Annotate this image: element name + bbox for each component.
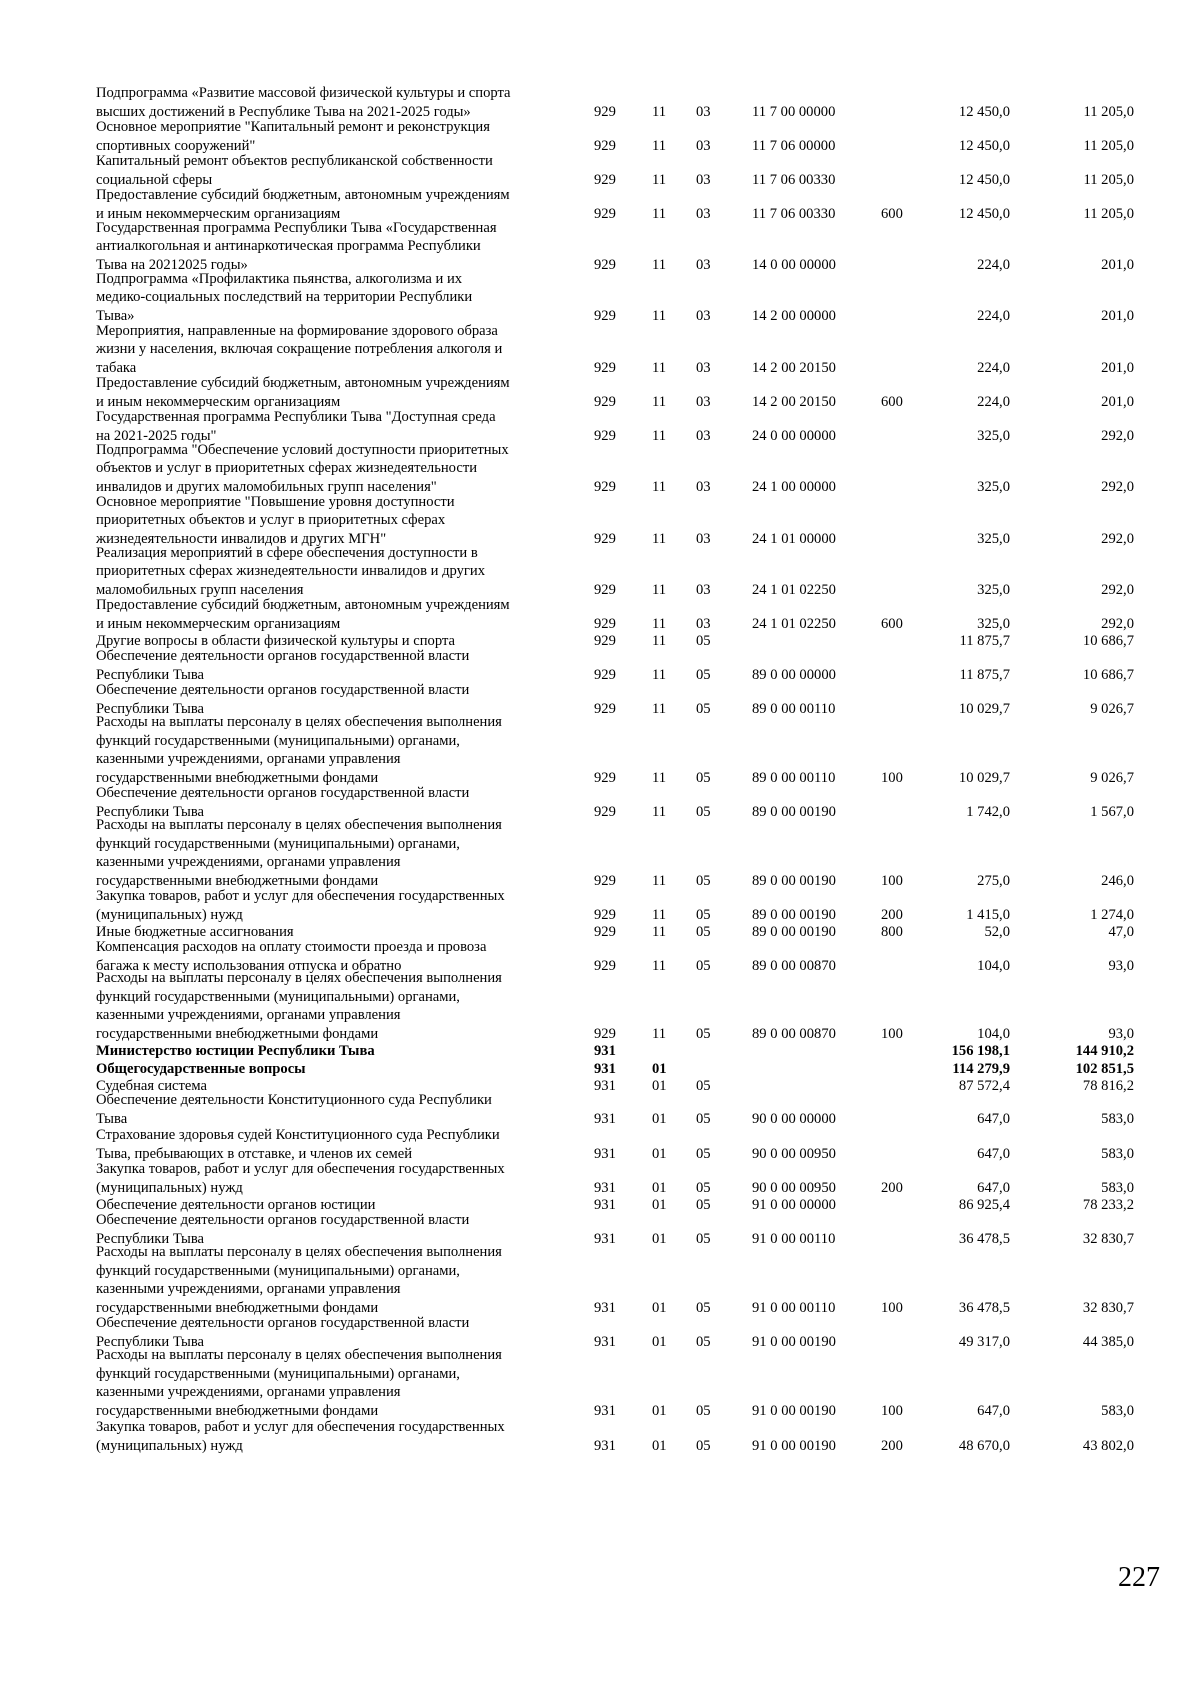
cell-description: Расходы на выплаты персоналу в целях обеспечения выполнения функций государственными (муниципальными) органами, казенными учреждениями, органами управления государственными внебюджетными фондами <box>96 1347 502 1419</box>
cell-csr: 14 0 00 00000 <box>752 256 836 273</box>
cell-razdel: 01 <box>652 1299 667 1316</box>
cell-sum-2: 93,0 <box>1108 957 1134 974</box>
cell-sum-2: 78 816,2 <box>1082 1077 1134 1094</box>
cell-vr: 200 <box>881 1437 903 1454</box>
cell-csr: 91 0 00 00190 <box>752 1437 836 1454</box>
cell-sum-1: 36 478,5 <box>958 1299 1010 1316</box>
cell-description: Предоставление субсидий бюджетным, автономным учреждениям и иным некоммерческим организациям <box>96 375 510 410</box>
cell-podrazdel: 05 <box>696 1145 711 1162</box>
cell-razdel: 11 <box>652 700 667 717</box>
page-number: 227 <box>1118 1562 1160 1593</box>
cell-sum-1: 87 572,4 <box>958 1077 1010 1094</box>
cell-razdel: 11 <box>652 530 667 547</box>
cell-podrazdel: 05 <box>696 1025 711 1042</box>
cell-grbs: 929 <box>594 581 616 598</box>
cell-description: Обеспечение деятельности Конституционного суда Республики Тыва <box>96 1092 492 1127</box>
cell-sum-2: 201,0 <box>1101 393 1134 410</box>
cell-sum-1: 1 742,0 <box>966 803 1010 820</box>
cell-razdel: 11 <box>652 632 667 649</box>
cell-csr: 11 7 06 00330 <box>752 171 836 188</box>
cell-description: Подпрограмма "Обеспечение условий доступности приоритетных объектов и услуг в приоритетных сферах жизнедеятельности инвалидов и других маломобильных групп населения" <box>96 441 509 495</box>
cell-description: Государственная программа Республики Тыва «Государственная антиалкогольная и антинаркотическая программа Республики Тыва на 20212025 годы» <box>96 219 497 273</box>
cell-grbs: 931 <box>594 1230 616 1247</box>
cell-sum-1: 1 415,0 <box>966 906 1010 923</box>
cell-podrazdel: 03 <box>696 137 711 154</box>
cell-razdel: 11 <box>652 393 667 410</box>
cell-vr: 100 <box>881 1025 903 1042</box>
cell-razdel: 01 <box>652 1196 667 1213</box>
cell-csr: 14 2 00 00000 <box>752 307 836 324</box>
cell-vr: 100 <box>881 1299 903 1316</box>
cell-razdel: 01 <box>652 1230 667 1247</box>
cell-csr: 24 1 00 00000 <box>752 478 836 495</box>
cell-razdel: 11 <box>652 872 667 889</box>
cell-csr: 90 0 00 00000 <box>752 1110 836 1127</box>
cell-csr: 11 7 06 00330 <box>752 205 836 222</box>
cell-sum-1: 275,0 <box>977 872 1010 889</box>
cell-description: Капитальный ремонт объектов республиканской собственности социальной сферы <box>96 153 493 188</box>
cell-sum-1: 224,0 <box>977 359 1010 376</box>
cell-grbs: 931 <box>594 1110 616 1127</box>
cell-description: Обеспечение деятельности органов государственной власти Республики Тыва <box>96 1315 470 1350</box>
cell-podrazdel: 05 <box>696 1179 711 1196</box>
cell-sum-1: 647,0 <box>977 1402 1010 1419</box>
cell-sum-2: 246,0 <box>1101 872 1134 889</box>
cell-description: Подпрограмма «Профилактика пьянства, алкоголизма и их медико-социальных последствий на территории Республики Тыва» <box>96 270 473 324</box>
cell-description: Подпрограмма «Развитие массовой физической культуры и спорта высших достижений в Республике Тыва на 2021-2025 годы» <box>96 85 511 120</box>
cell-razdel: 11 <box>652 171 667 188</box>
cell-description: Реализация мероприятий в сфере обеспечения доступности в приоритетных сферах жизнедеятельности инвалидов и других маломобильных групп населения <box>96 544 486 598</box>
cell-description: Расходы на выплаты персоналу в целях обеспечения выполнения функций государственными (муниципальными) органами, казенными учреждениями, органами управления государственными внебюджетными фондами <box>96 714 502 786</box>
cell-sum-1: 647,0 <box>977 1179 1010 1196</box>
cell-razdel: 01 <box>652 1110 667 1127</box>
cell-grbs: 929 <box>594 205 616 222</box>
cell-podrazdel: 05 <box>696 1437 711 1454</box>
cell-sum-2: 43 802,0 <box>1082 1437 1134 1454</box>
cell-sum-2: 32 830,7 <box>1082 1299 1134 1316</box>
cell-podrazdel: 05 <box>696 803 711 820</box>
cell-sum-2: 9 026,7 <box>1090 769 1134 786</box>
cell-csr: 91 0 00 00110 <box>752 1299 836 1316</box>
cell-sum-2: 201,0 <box>1101 359 1134 376</box>
cell-description: Расходы на выплаты персоналу в целях обеспечения выполнения функций государственными (муниципальными) органами, казенными учреждениями, органами управления государственными внебюджетными фондами <box>96 970 502 1042</box>
cell-grbs: 929 <box>594 137 616 154</box>
cell-razdel: 11 <box>652 581 667 598</box>
cell-description: Обеспечение деятельности органов государственной власти Республики Тыва <box>96 1212 470 1247</box>
cell-grbs: 929 <box>594 530 616 547</box>
cell-podrazdel: 05 <box>696 1299 711 1316</box>
cell-sum-2: 10 686,7 <box>1082 666 1134 683</box>
cell-podrazdel: 03 <box>696 427 711 444</box>
cell-description: Мероприятия, направленные на формирование здорового образа жизни у населения, включая сокращение потребления алкоголя и табака <box>96 322 503 376</box>
cell-grbs: 931 <box>594 1402 616 1419</box>
cell-vr: 100 <box>881 872 903 889</box>
cell-razdel: 11 <box>652 803 667 820</box>
cell-sum-1: 49 317,0 <box>958 1333 1010 1350</box>
cell-razdel: 11 <box>652 307 667 324</box>
cell-grbs: 929 <box>594 307 616 324</box>
cell-razdel: 01 <box>652 1333 667 1350</box>
cell-grbs: 931 <box>594 1042 616 1059</box>
cell-razdel: 11 <box>652 103 667 120</box>
cell-sum-1: 325,0 <box>977 615 1010 632</box>
cell-razdel: 01 <box>652 1402 667 1419</box>
cell-vr: 800 <box>881 923 903 940</box>
cell-sum-1: 224,0 <box>977 393 1010 410</box>
cell-sum-2: 9 026,7 <box>1090 700 1134 717</box>
cell-razdel: 11 <box>652 923 667 940</box>
cell-razdel: 11 <box>652 137 667 154</box>
cell-description: Обеспечение деятельности органов государственной власти Республики Тыва <box>96 648 470 683</box>
cell-grbs: 929 <box>594 103 616 120</box>
cell-podrazdel: 03 <box>696 307 711 324</box>
cell-podrazdel: 05 <box>696 906 711 923</box>
cell-podrazdel: 03 <box>696 103 711 120</box>
cell-podrazdel: 05 <box>696 1110 711 1127</box>
cell-csr: 89 0 00 00870 <box>752 957 836 974</box>
cell-csr: 91 0 00 00000 <box>752 1196 836 1213</box>
cell-sum-1: 647,0 <box>977 1145 1010 1162</box>
cell-grbs: 929 <box>594 359 616 376</box>
cell-csr: 91 0 00 00190 <box>752 1402 836 1419</box>
cell-grbs: 929 <box>594 478 616 495</box>
cell-csr: 11 7 00 00000 <box>752 103 836 120</box>
cell-podrazdel: 03 <box>696 393 711 410</box>
cell-sum-1: 12 450,0 <box>958 171 1010 188</box>
cell-csr: 14 2 00 20150 <box>752 393 836 410</box>
cell-csr: 24 1 01 00000 <box>752 530 836 547</box>
cell-razdel: 11 <box>652 205 667 222</box>
cell-sum-1: 36 478,5 <box>958 1230 1010 1247</box>
cell-sum-1: 114 279,9 <box>952 1060 1010 1077</box>
cell-sum-2: 201,0 <box>1101 256 1134 273</box>
cell-razdel: 11 <box>652 906 667 923</box>
cell-sum-2: 583,0 <box>1101 1110 1134 1127</box>
cell-razdel: 01 <box>652 1060 667 1077</box>
cell-podrazdel: 05 <box>696 872 711 889</box>
cell-sum-1: 52,0 <box>984 923 1010 940</box>
cell-description: Закупка товаров, работ и услуг для обеспечения государственных (муниципальных) нужд <box>96 888 505 923</box>
cell-csr: 89 0 00 00870 <box>752 1025 836 1042</box>
cell-grbs: 929 <box>594 393 616 410</box>
cell-vr: 200 <box>881 906 903 923</box>
cell-csr: 89 0 00 00000 <box>752 666 836 683</box>
cell-sum-2: 1 274,0 <box>1090 906 1134 923</box>
cell-sum-2: 93,0 <box>1108 1025 1134 1042</box>
cell-podrazdel: 05 <box>696 923 711 940</box>
cell-sum-2: 144 910,2 <box>1075 1042 1134 1059</box>
cell-grbs: 929 <box>594 700 616 717</box>
cell-csr: 90 0 00 00950 <box>752 1145 836 1162</box>
cell-csr: 89 0 00 00110 <box>752 769 836 786</box>
cell-description: Закупка товаров, работ и услуг для обеспечения государственных (муниципальных) нужд <box>96 1161 505 1196</box>
cell-grbs: 931 <box>594 1437 616 1454</box>
cell-sum-2: 583,0 <box>1101 1145 1134 1162</box>
cell-description: Предоставление субсидий бюджетным, автономным учреждениям и иным некоммерческим организациям <box>96 187 510 222</box>
cell-podrazdel: 03 <box>696 205 711 222</box>
cell-sum-1: 325,0 <box>977 478 1010 495</box>
cell-csr: 89 0 00 00190 <box>752 923 836 940</box>
cell-podrazdel: 05 <box>696 1077 711 1094</box>
cell-grbs: 931 <box>594 1196 616 1213</box>
cell-sum-1: 156 198,1 <box>951 1042 1010 1059</box>
cell-sum-2: 583,0 <box>1101 1402 1134 1419</box>
cell-sum-1: 224,0 <box>977 307 1010 324</box>
cell-podrazdel: 05 <box>696 632 711 649</box>
cell-grbs: 929 <box>594 923 616 940</box>
cell-description: Министерство юстиции Республики Тыва <box>96 1042 375 1059</box>
cell-sum-2: 292,0 <box>1101 478 1134 495</box>
cell-sum-1: 10 029,7 <box>958 769 1010 786</box>
cell-sum-2: 292,0 <box>1101 530 1134 547</box>
cell-razdel: 01 <box>652 1145 667 1162</box>
cell-grbs: 931 <box>594 1060 616 1077</box>
cell-podrazdel: 05 <box>696 1196 711 1213</box>
cell-sum-1: 12 450,0 <box>958 205 1010 222</box>
cell-csr: 24 1 01 02250 <box>752 615 836 632</box>
cell-description: Расходы на выплаты персоналу в целях обеспечения выполнения функций государственными (муниципальными) органами, казенными учреждениями, органами управления государственными внебюджетными фондами <box>96 1244 502 1316</box>
cell-sum-1: 325,0 <box>977 427 1010 444</box>
cell-podrazdel: 03 <box>696 615 711 632</box>
cell-csr: 14 2 00 20150 <box>752 359 836 376</box>
cell-podrazdel: 03 <box>696 581 711 598</box>
cell-csr: 89 0 00 00110 <box>752 700 836 717</box>
cell-vr: 100 <box>881 769 903 786</box>
cell-sum-2: 32 830,7 <box>1082 1230 1134 1247</box>
cell-sum-2: 102 851,5 <box>1075 1060 1134 1077</box>
cell-sum-2: 47,0 <box>1108 923 1134 940</box>
cell-description: Основное мероприятие "Капитальный ремонт и реконструкция спортивных сооружений" <box>96 119 490 154</box>
cell-podrazdel: 05 <box>696 700 711 717</box>
cell-sum-1: 12 450,0 <box>958 103 1010 120</box>
cell-grbs: 929 <box>594 1025 616 1042</box>
cell-sum-2: 292,0 <box>1101 581 1134 598</box>
cell-description: Закупка товаров, работ и услуг для обеспечения государственных (муниципальных) нужд <box>96 1419 505 1454</box>
cell-sum-1: 325,0 <box>977 581 1010 598</box>
cell-grbs: 929 <box>594 632 616 649</box>
cell-grbs: 931 <box>594 1179 616 1196</box>
cell-vr: 600 <box>881 393 903 410</box>
cell-sum-1: 11 875,7 <box>959 632 1010 649</box>
cell-razdel: 11 <box>652 359 667 376</box>
cell-vr: 600 <box>881 205 903 222</box>
cell-podrazdel: 05 <box>696 1333 711 1350</box>
cell-grbs: 931 <box>594 1145 616 1162</box>
cell-grbs: 931 <box>594 1333 616 1350</box>
cell-grbs: 929 <box>594 906 616 923</box>
cell-razdel: 01 <box>652 1437 667 1454</box>
cell-csr: 24 0 00 00000 <box>752 427 836 444</box>
cell-sum-1: 224,0 <box>977 256 1010 273</box>
cell-razdel: 11 <box>652 769 667 786</box>
cell-grbs: 929 <box>594 957 616 974</box>
cell-vr: 200 <box>881 1179 903 1196</box>
cell-sum-1: 11 875,7 <box>959 666 1010 683</box>
cell-razdel: 11 <box>652 427 667 444</box>
cell-description: Компенсация расходов на оплату стоимости проезда и провоза багажа к месту использования отпуска и обратно <box>96 939 487 974</box>
cell-sum-1: 104,0 <box>977 1025 1010 1042</box>
cell-csr: 24 1 01 02250 <box>752 581 836 598</box>
cell-sum-1: 86 925,4 <box>958 1196 1010 1213</box>
cell-grbs: 931 <box>594 1299 616 1316</box>
cell-csr: 89 0 00 00190 <box>752 872 836 889</box>
cell-sum-2: 11 205,0 <box>1083 137 1134 154</box>
cell-podrazdel: 05 <box>696 666 711 683</box>
cell-description: Предоставление субсидий бюджетным, автономным учреждениям и иным некоммерческим организациям <box>96 597 510 632</box>
cell-vr: 100 <box>881 1402 903 1419</box>
cell-csr: 91 0 00 00190 <box>752 1333 836 1350</box>
cell-description: Иные бюджетные ассигнования <box>96 923 294 940</box>
cell-description: Страхование здоровья судей Конституционного суда Республики Тыва, пребывающих в отставке, и членов их семей <box>96 1127 500 1162</box>
cell-razdel: 11 <box>652 957 667 974</box>
cell-podrazdel: 05 <box>696 1230 711 1247</box>
cell-podrazdel: 03 <box>696 530 711 547</box>
cell-sum-1: 325,0 <box>977 530 1010 547</box>
cell-razdel: 11 <box>652 1025 667 1042</box>
cell-sum-2: 11 205,0 <box>1083 205 1134 222</box>
cell-podrazdel: 03 <box>696 171 711 188</box>
cell-vr: 600 <box>881 615 903 632</box>
cell-sum-1: 10 029,7 <box>958 700 1010 717</box>
cell-razdel: 11 <box>652 478 667 495</box>
cell-description: Другие вопросы в области физической культуры и спорта <box>96 632 455 649</box>
cell-sum-2: 292,0 <box>1101 427 1134 444</box>
cell-grbs: 929 <box>594 171 616 188</box>
cell-csr: 89 0 00 00190 <box>752 906 836 923</box>
cell-podrazdel: 03 <box>696 359 711 376</box>
cell-sum-1: 48 670,0 <box>958 1437 1010 1454</box>
cell-razdel: 01 <box>652 1179 667 1196</box>
cell-grbs: 929 <box>594 666 616 683</box>
cell-sum-1: 12 450,0 <box>958 137 1010 154</box>
cell-grbs: 929 <box>594 256 616 273</box>
cell-sum-2: 292,0 <box>1101 615 1134 632</box>
cell-grbs: 929 <box>594 427 616 444</box>
cell-sum-2: 583,0 <box>1101 1179 1134 1196</box>
cell-podrazdel: 03 <box>696 256 711 273</box>
cell-sum-2: 10 686,7 <box>1082 632 1134 649</box>
cell-csr: 89 0 00 00190 <box>752 803 836 820</box>
cell-sum-2: 11 205,0 <box>1083 103 1134 120</box>
cell-description: Обеспечение деятельности органов юстиции <box>96 1196 376 1213</box>
cell-csr: 11 7 06 00000 <box>752 137 836 154</box>
cell-podrazdel: 05 <box>696 957 711 974</box>
cell-description: Судебная система <box>96 1077 207 1094</box>
cell-grbs: 929 <box>594 803 616 820</box>
cell-grbs: 929 <box>594 615 616 632</box>
cell-description: Расходы на выплаты персоналу в целях обеспечения выполнения функций государственными (муниципальными) органами, казенными учреждениями, органами управления государственными внебюджетными фондами <box>96 817 502 889</box>
cell-sum-2: 78 233,2 <box>1082 1196 1134 1213</box>
cell-description: Основное мероприятие "Повышение уровня доступности приоритетных объектов и услуг в приоритетных сферах жизнедеятельности инвалидов и других МГН" <box>96 493 455 547</box>
cell-description: Обеспечение деятельности органов государственной власти Республики Тыва <box>96 682 470 717</box>
cell-razdel: 11 <box>652 615 667 632</box>
cell-razdel: 11 <box>652 666 667 683</box>
cell-sum-1: 647,0 <box>977 1110 1010 1127</box>
cell-csr: 90 0 00 00950 <box>752 1179 836 1196</box>
cell-grbs: 929 <box>594 769 616 786</box>
cell-razdel: 01 <box>652 1077 667 1094</box>
cell-podrazdel: 05 <box>696 769 711 786</box>
cell-podrazdel: 05 <box>696 1402 711 1419</box>
cell-razdel: 11 <box>652 256 667 273</box>
cell-sum-2: 44 385,0 <box>1082 1333 1134 1350</box>
cell-description: Общегосударственные вопросы <box>96 1060 306 1077</box>
cell-podrazdel: 03 <box>696 478 711 495</box>
cell-description: Государственная программа Республики Тыва "Доступная среда на 2021-2025 годы" <box>96 409 496 444</box>
cell-description: Обеспечение деятельности органов государственной власти Республики Тыва <box>96 785 470 820</box>
cell-sum-2: 201,0 <box>1101 307 1134 324</box>
cell-sum-2: 1 567,0 <box>1090 803 1134 820</box>
cell-grbs: 931 <box>594 1077 616 1094</box>
cell-grbs: 929 <box>594 872 616 889</box>
cell-sum-2: 11 205,0 <box>1083 171 1134 188</box>
cell-sum-1: 104,0 <box>977 957 1010 974</box>
cell-csr: 91 0 00 00110 <box>752 1230 836 1247</box>
